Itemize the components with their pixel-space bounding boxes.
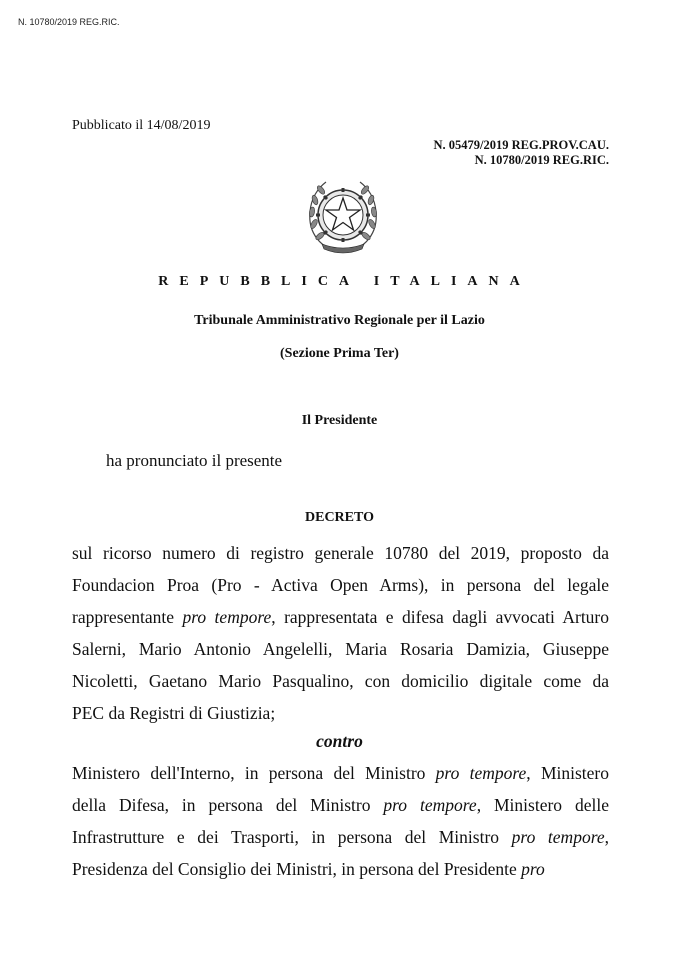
top-reference: N. 10780/2019 REG.RIC. [18, 17, 120, 27]
contro-heading: contro [316, 731, 363, 751]
case-references [434, 138, 609, 168]
text-line: sul ricorso numero di registro generale 10780 del 2019, proposto da [72, 543, 609, 563]
section-name: (Sezione Prima Ter) [280, 346, 399, 361]
pronounced-text: ha pronunciato il presente [106, 451, 283, 470]
tribunal-name: Tribunale Amministrativo Regionale per il Lazio [194, 313, 485, 328]
text-line: Nicoletti, Gaetano Mario Pasqualino, con domicilio digitale come da [72, 671, 609, 691]
publication-date: Pubblicato il 14/08/2019 [72, 118, 211, 133]
decree-heading: DECRETO [305, 510, 374, 525]
text-line: Presidenza del Consiglio dei Ministri, in persona del Presidente pro [72, 859, 545, 879]
italic-term: pro tempore [182, 607, 272, 627]
emblem-of-italy-icon [300, 172, 386, 258]
text-line: rappresentante pro tempore, rappresentata e difesa dagli avvocati Arturo [72, 607, 610, 627]
text-line: Foundacion Proa (Pro - Activa Open Arms), in persona del legale [72, 575, 609, 595]
paragraph-ricorso [72, 537, 609, 729]
text-line: PEC da Registri di Giustizia; [72, 703, 276, 723]
italic-term: pro tempore [511, 827, 605, 847]
ref-prov-cau: N. 05479/2019 REG.PROV.CAU. [433, 138, 609, 152]
italic-term: pro tempore [383, 795, 477, 815]
text-line: della Difesa, in persona del Ministro pro tempore, Ministero delle [72, 795, 609, 815]
paragraph-defendants [72, 757, 609, 885]
ref-ric: N. 10780/2019 REG.RIC. [474, 153, 609, 167]
italic-term: pro tempore [435, 763, 527, 783]
republic-heading: REPUBBLICA ITALIANA [158, 274, 531, 289]
italic-term: pro [521, 859, 545, 879]
text-line: Infrastrutture e dei Trasporti, in persona del Ministro pro tempore, [72, 827, 609, 847]
president-heading: Il Presidente [301, 413, 378, 428]
text-line: Salerni, Mario Antonio Angelelli, Maria Rosaria Damizia, Giuseppe [72, 639, 609, 659]
text-line: Ministero dell'Interno, in persona del Ministro pro tempore, Ministero [72, 763, 609, 783]
